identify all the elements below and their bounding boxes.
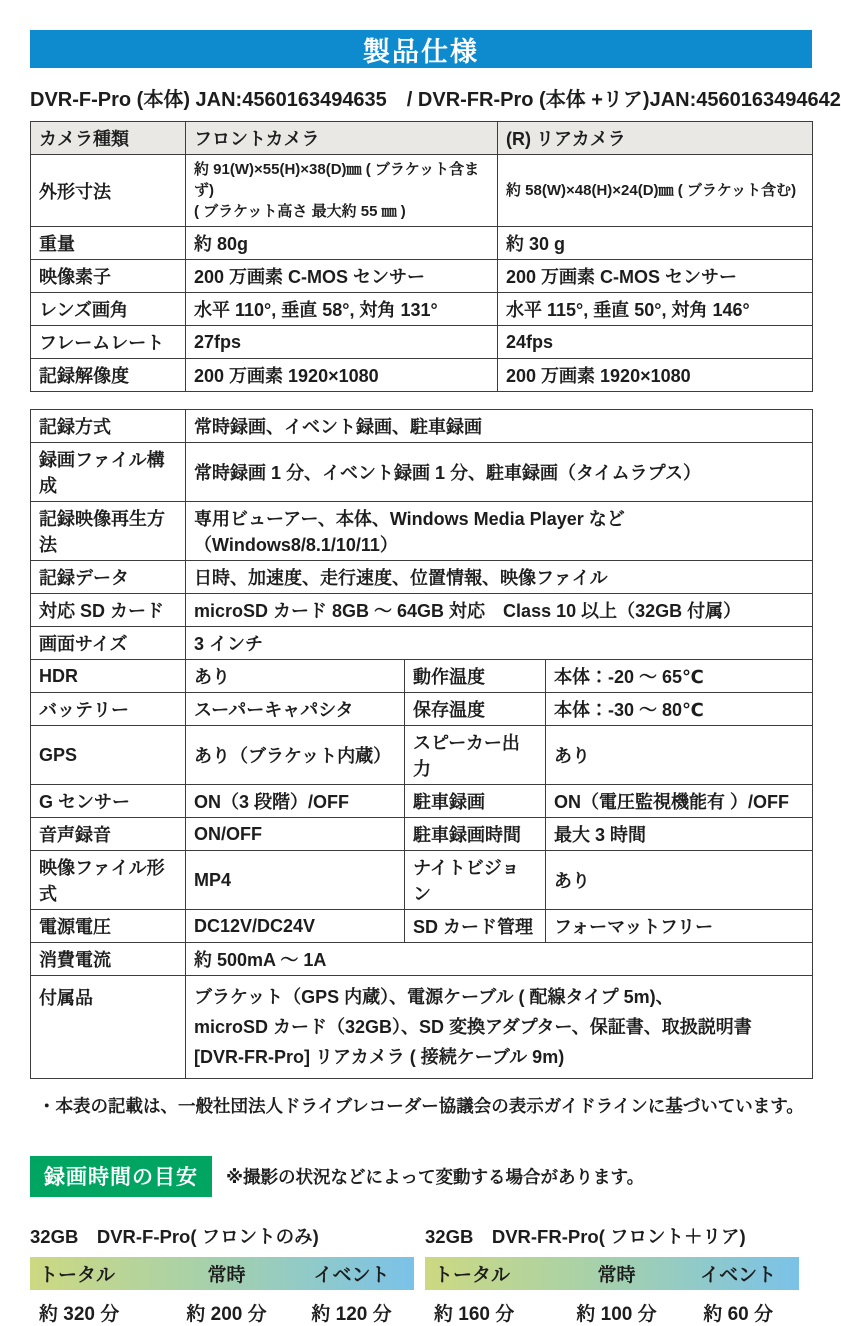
recording-time-header [30,1156,812,1197]
recording-table-title: 32GB DVR-F-Pro( フロントのみ) [30,1226,319,1247]
dimension-line-1: 約 91(W)×55(H)×38(D)㎜ ( ブラケット含まず) [194,161,480,199]
table-row [31,359,813,392]
spec-label-cell: 記録方式 [31,410,186,443]
spec-label-cell: 付属品 [31,976,186,1079]
accessories-line-1: ブラケット（GPS 内蔵）、電源ケーブル ( 配線タイプ 5m)、 [194,987,674,1007]
spec-value-cell: 約 500mA ～ 1A [186,943,813,976]
table-row [31,227,813,260]
spec-label-cell: G センサー [31,785,186,818]
spec-value-cell [186,155,498,227]
spec-label-cell: 対応 SD カード [31,594,186,627]
spec-label-cell: レンズ画角 [31,293,186,326]
table-row [31,851,813,910]
table-row [31,293,813,326]
table-row [31,627,813,660]
recording-value-event: 約 120 分 [311,1304,392,1325]
spec-value-cell: ON（3 段階）/OFF [186,785,405,818]
spec-label-cell: スピーカー出力 [405,726,546,785]
spec-label-cell: 駐車録画時間 [405,818,546,851]
table-row [31,726,813,785]
page-title: 製品仕様 [363,36,479,67]
spec-label-cell: SD カード管理 [405,910,546,943]
table-row [31,910,813,943]
table-row [31,443,813,502]
spec-value-cell: 本体：-20 ～ 65℃ [546,660,813,693]
camera-header-rear: (R) リアカメラ [498,122,813,155]
spec-value-cell: あり [186,660,405,693]
recording-header-event: イベント [313,1265,390,1286]
recording-table-header-row [425,1257,799,1290]
spec-label-cell: 駐車録画 [405,785,546,818]
table-row [31,410,813,443]
spec-value-cell: 常時録画 1 分、イベント録画 1 分、駐車録画（タイムラプス） [186,443,813,502]
spec-value-cell: ON（電圧監視機能有 ）/OFF [546,785,813,818]
camera-spec-table [30,121,813,392]
spec-value-cell: あり [546,726,813,785]
spec-label-cell: 保存温度 [405,693,546,726]
recording-time-note: ※撮影の状況などによって変動する場合があります。 [226,1167,645,1187]
recording-value-event: 約 60 分 [703,1304,774,1325]
accessories-line-2: microSD カード（32GB）、SD 変換アダプター、保証書、取扱説明書 [194,1017,752,1037]
recording-value-total: 約 320 分 [39,1304,120,1325]
spec-label-cell: 電源電圧 [31,910,186,943]
spec-value-cell: microSD カード 8GB ～ 64GB 対応 Class 10 以上（32GB 付属） [186,594,813,627]
spec-label-cell: 記録映像再生方法 [31,502,186,561]
recording-table-header-row [30,1257,414,1290]
camera-header-type: カメラ種類 [31,122,186,155]
spec-value-cell: 水平 115°, 垂直 50°, 対角 146° [498,293,813,326]
recording-header-event: イベント [700,1265,777,1286]
spec-value-cell: 200 万画素 1920×1080 [186,359,498,392]
table-row [31,502,813,561]
spec-value-cell: 日時、加速度、走行速度、位置情報、映像ファイル [186,561,813,594]
spec-value-cell: 24fps [498,326,813,359]
table-row [31,594,813,627]
spec-label-cell: 消費電流 [31,943,186,976]
table-row [31,155,813,227]
table-row [31,818,813,851]
recording-header-normal: 常時 [207,1265,246,1286]
recording-value-total: 約 160 分 [434,1304,515,1325]
spec-value-cell: 約 30 g [498,227,813,260]
spec-value-cell: フォーマットフリー [546,910,813,943]
dimension-line-2: ( ブラケット高さ 最大約 55 ㎜ ) [194,203,406,220]
spec-label-cell: 外形寸法 [31,155,186,227]
spec-value-cell: DC12V/DC24V [186,910,405,943]
spec-value-cell: 最大 3 時間 [546,818,813,851]
spec-value-cell: 約 80g [186,227,498,260]
camera-header-front: フロントカメラ [186,122,498,155]
spec-value-cell: 常時録画、イベント録画、駐車録画 [186,410,813,443]
spec-label-cell: 動作温度 [405,660,546,693]
general-spec-table [30,409,813,1079]
spec-value-cell: スーパーキャパシタ [186,693,405,726]
spec-value-cell: 専用ビューアー、本体、Windows Media Player など（Windows8/8.1/10/11） [186,502,813,561]
table-row [31,326,813,359]
recording-time-tables [30,1223,812,1326]
table-header-row [31,122,813,155]
spec-value-cell: 本体：-30 ～ 80℃ [546,693,813,726]
recording-value-normal: 約 200 分 [186,1304,267,1325]
spec-value-cell: MP4 [186,851,405,910]
spec-value-cell: ON/OFF [186,818,405,851]
recording-table-front-only [30,1223,414,1326]
spec-value-cell: 約 58(W)×48(H)×24(D)㎜ ( ブラケット含む) [498,155,813,227]
spec-label-cell: 記録データ [31,561,186,594]
table-row [31,976,813,1079]
spec-value-cell: 3 インチ [186,627,813,660]
spec-value-cell: 27fps [186,326,498,359]
recording-table-value-row [425,1299,799,1326]
spec-label-cell: 映像素子 [31,260,186,293]
recording-value-normal: 約 100 分 [576,1304,657,1325]
spec-value-cell: 200 万画素 C-MOS センサー [498,260,813,293]
model-jan-line: DVR-F-Pro (本体) JAN:4560163494635 / DVR-FR-Pro (本体 +リア)JAN:4560163494642 [30,89,841,111]
table-row [31,785,813,818]
table-row [31,561,813,594]
spec-label-cell: ナイトビジョン [405,851,546,910]
spec-value-cell: 水平 110°, 垂直 58°, 対角 131° [186,293,498,326]
spec-label-cell: GPS [31,726,186,785]
spec-value-cell: 200 万画素 1920×1080 [498,359,813,392]
spec-label-cell: 記録解像度 [31,359,186,392]
spec-label-cell: 録画ファイル構成 [31,443,186,502]
table-row [31,260,813,293]
guideline-footnote: ・本表の記載は、一般社団法人ドライブレコーダー協議会の表示ガイドラインに基づいています。 [38,1096,804,1116]
recording-header-total: トータル [434,1265,511,1286]
spec-value-cell: あり（ブラケット内蔵） [186,726,405,785]
table-row [31,660,813,693]
spec-label-cell: 音声録音 [31,818,186,851]
page-title-bar [30,30,812,68]
accessories-cell [186,976,813,1079]
spec-label-cell: HDR [31,660,186,693]
table-row [31,693,813,726]
spec-value-cell: 200 万画素 C-MOS センサー [186,260,498,293]
recording-time-badge: 録画時間の目安 [30,1156,212,1197]
recording-table-value-row [30,1299,414,1326]
recording-table-title: 32GB DVR-FR-Pro( フロント＋リア) [425,1226,746,1247]
recording-header-total: トータル [39,1265,116,1286]
spec-label-cell: フレームレート [31,326,186,359]
recording-table-front-rear [425,1223,799,1326]
spec-value-cell: あり [546,851,813,910]
spec-label-cell: 画面サイズ [31,627,186,660]
table-row [31,943,813,976]
accessories-line-3: [DVR-FR-Pro] リアカメラ ( 接続ケーブル 9m) [194,1047,565,1067]
spec-label-cell: 重量 [31,227,186,260]
recording-header-normal: 常時 [597,1265,636,1286]
spec-label-cell: 映像ファイル形式 [31,851,186,910]
spec-label-cell: バッテリー [31,693,186,726]
